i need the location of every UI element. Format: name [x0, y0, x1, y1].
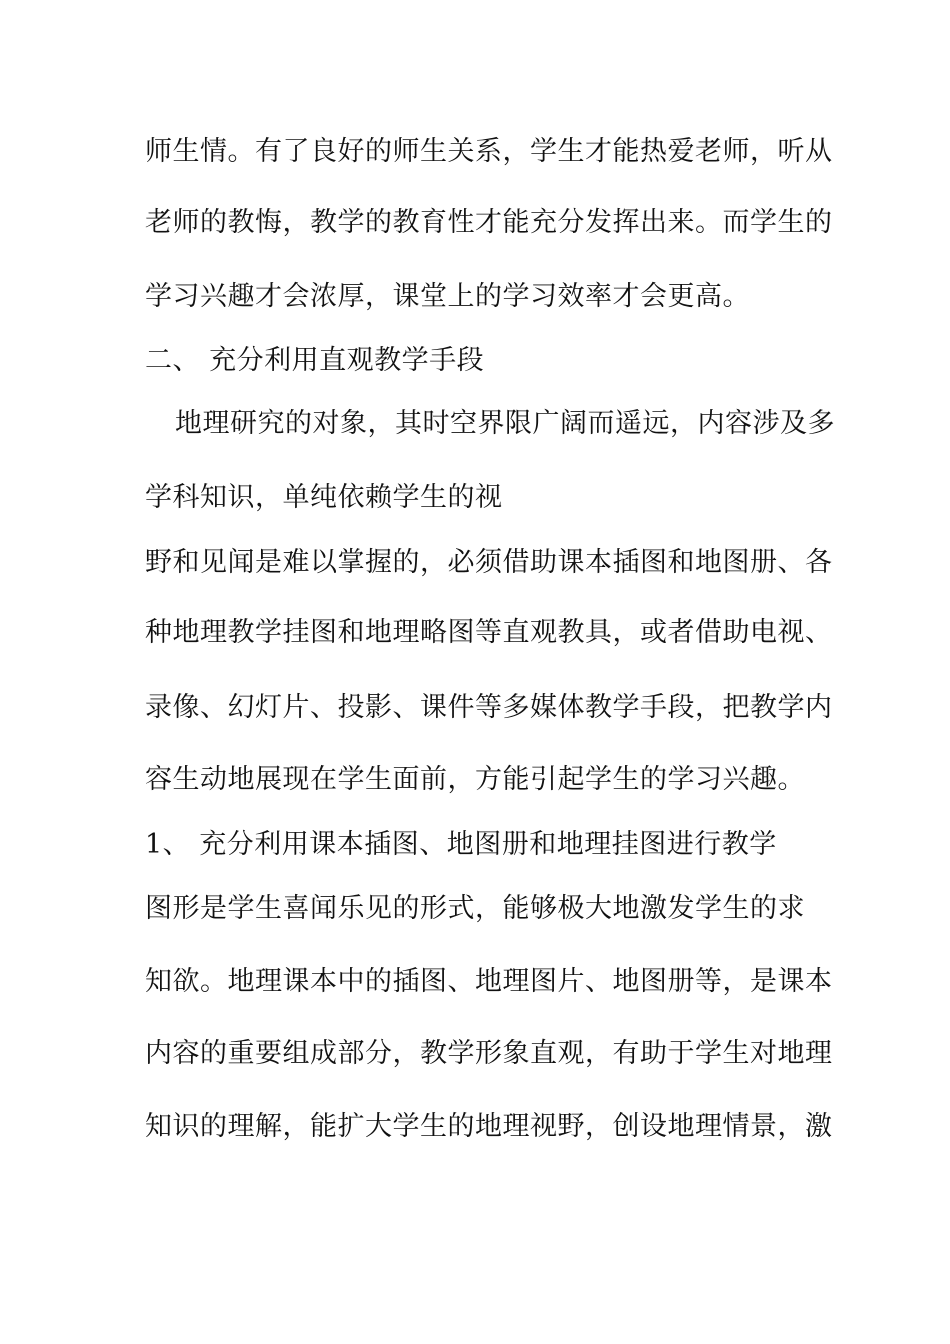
paragraph-line: 地理研究的对象，其时空界限广阔而遥远，内容涉及多: [175, 408, 835, 439]
section-heading: 二、 充分利用直观教学手段: [145, 345, 485, 376]
paragraph-line: 内容的重要组成部分，教学形象直观，有助于学生对地理: [145, 1038, 833, 1069]
paragraph-line: 知识的理解，能扩大学生的地理视野，创设地理情景，激: [145, 1111, 833, 1142]
paragraph-line: 种地理教学挂图和地理略图等直观教具，或者借助电视、: [145, 617, 833, 648]
paragraph-line: 野和见闻是难以掌握的，必须借助课本插图和地图册、各: [145, 547, 833, 578]
paragraph-line: 图形是学生喜闻乐见的形式，能够极大地激发学生的求: [145, 893, 805, 924]
paragraph-line: 知欲。地理课本中的插图、地理图片、地图册等，是课本: [145, 966, 833, 997]
paragraph-line: 师生情。有了良好的师生关系，学生才能热爱老师，听从: [145, 136, 833, 167]
paragraph-line: 学科知识，单纯依赖学生的视: [145, 482, 503, 513]
paragraph-line: 录像、幻灯片、投影、课件等多媒体教学手段，把教学内: [145, 692, 833, 723]
paragraph-line: 学习兴趣才会浓厚，课堂上的学习效率才会更高。: [145, 281, 750, 312]
paragraph-line: 容生动地展现在学生面前，方能引起学生的学习兴趣。: [145, 764, 805, 795]
subsection-heading: 1、 充分利用课本插图、地图册和地理挂图进行教学: [145, 829, 777, 860]
paragraph-line: 老师的教悔，教学的教育性才能充分发挥出来。而学生的: [145, 207, 833, 238]
